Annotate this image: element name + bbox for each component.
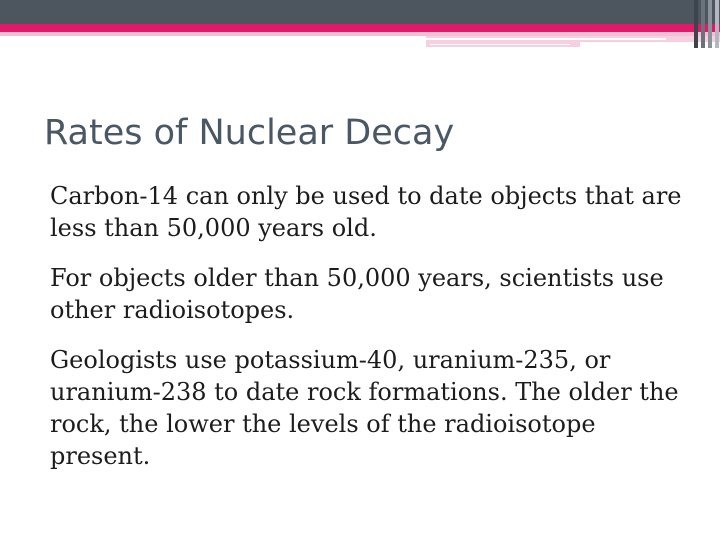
header-bar xyxy=(0,0,720,24)
bullet-text: Geologists use potassium-40, uranium-235, or uranium-238 to date rock formations. The older the rock, the lower the levels of the radioisotope present. xyxy=(50,346,679,470)
bullet-icon xyxy=(40,358,44,362)
bullet-text: Carbon-14 can only be used to date objects that are less than 50,000 years old. xyxy=(50,182,682,242)
accent-bar xyxy=(0,24,720,32)
decorative-line xyxy=(426,38,666,40)
corner-stripes xyxy=(694,0,720,48)
bullet-item xyxy=(50,262,690,326)
stripe xyxy=(715,0,719,48)
stripe xyxy=(708,0,712,48)
slide-body xyxy=(50,180,690,490)
bullet-icon xyxy=(40,276,44,280)
bullet-item xyxy=(50,344,690,472)
bullet-item xyxy=(50,180,690,244)
stripe xyxy=(694,0,698,48)
slide-title: Rates of Nuclear Decay xyxy=(44,113,455,153)
decorative-line xyxy=(430,44,570,45)
stripe xyxy=(701,0,705,48)
bullet-text: For objects older than 50,000 years, scientists use other radioisotopes. xyxy=(50,264,664,324)
bullet-icon xyxy=(40,194,44,198)
